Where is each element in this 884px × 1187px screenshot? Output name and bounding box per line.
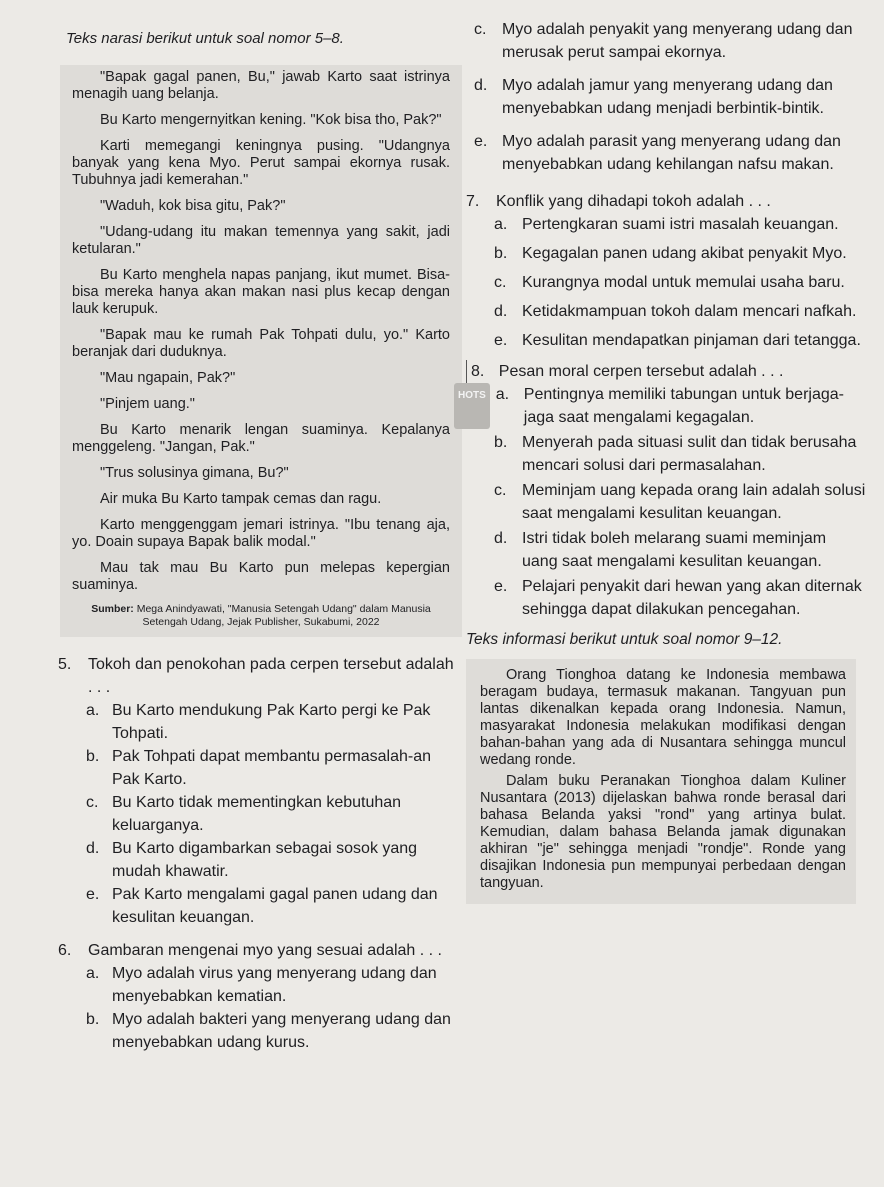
info-box: [466, 659, 856, 904]
story-paragraph: Karti memegangi keningnya pusing. "Udangnya banyak yang kena Myo. Perut sampai ekornya rusak. Tubuhnya jadi kemerahan.": [72, 138, 450, 188]
answer-option[interactable]: d. Myo adalah jamur yang menyerang udang dan menyebabkan udang menjadi berbintik-bintik.: [474, 77, 833, 117]
info-paragraph: Orang Tionghoa datang ke Indonesia membawa beragam budaya, termasuk makanan. Tangyuan pun lantas dikenalkan kepada orang Indonesia. Namun, masyarakat Indonesia melakukan modifikasi dengan bahan-bahan yang ada di Nusantara sehingga muncul wedang ronde.: [480, 667, 846, 768]
question-5: [58, 653, 460, 929]
question-number: 8.: [466, 360, 484, 383]
answer-option[interactable]: a. Bu Karto mendukung Pak Karto pergi ke Pak Tohpati.: [86, 702, 431, 742]
right-column: [458, 18, 866, 904]
answer-option[interactable]: a. Pertengkaran suami istri masalah keuangan.: [494, 216, 839, 233]
hots-badge: HOTS: [454, 383, 490, 429]
answer-option[interactable]: c. Bu Karto tidak mementingkan kebutuhan keluarganya.: [86, 794, 402, 834]
story-paragraph: Bu Karto mengernyitkan kening. "Kok bisa tho, Pak?": [100, 112, 442, 128]
story-paragraph: "Udang-udang itu makan temennya yang sakit, jadi ketularan.": [72, 224, 450, 257]
question-text: Tokoh dan penokohan pada cerpen tersebut adalah . . .: [88, 656, 454, 696]
question-number: 6.: [58, 942, 72, 959]
answer-option[interactable]: b. Pak Tohpati dapat membantu permasalah-an Pak Karto.: [86, 748, 432, 788]
question-6: [58, 939, 460, 1054]
answer-option[interactable]: HOTS a. Pentingnya memiliki tabungan untuk berjaga-jaga saat mengalami kegagalan.: [454, 383, 866, 429]
story-paragraph: "Bapak gagal panen, Bu," jawab Karto saat istrinya menagih uang belanja.: [72, 69, 450, 102]
question-text: Konflik yang dihadapi tokoh adalah . . .: [496, 193, 771, 210]
answer-option[interactable]: d. Bu Karto digambarkan sebagai sosok yang mudah khawatir.: [86, 840, 418, 880]
answer-option[interactable]: b. Kegagalan panen udang akibat penyakit Myo.: [494, 245, 847, 262]
answer-option[interactable]: d. Istri tidak boleh melarang suami meminjam uang saat mengalami kesulitan keuangan.: [494, 530, 827, 570]
story-paragraph: "Trus solusinya gimana, Bu?": [100, 465, 289, 481]
story-source: [72, 603, 450, 629]
answer-option[interactable]: b. Myo adalah bakteri yang menyerang udang dan menyebabkan udang kurus.: [86, 1011, 451, 1051]
answer-option[interactable]: a. Myo adalah virus yang menyerang udang dan menyebabkan kematian.: [86, 965, 437, 1005]
story-paragraph: Karto menggenggam jemari istrinya. "Ibu tenang aja, yo. Doain supaya Bapak balik modal.": [72, 517, 450, 550]
story-paragraph: "Mau ngapain, Pak?": [100, 370, 236, 386]
info-paragraph: Dalam buku Peranakan Tionghoa dalam Kuliner Nusantara (2013) dijelaskan bahwa ronde berasal dari bahasa Belanda yaksi "rond" yang artinya bulat. Kemudian, dalam bahasa Belanda jamak digunakan akhiran "je" sehingga menjadi "rondje". Ronde yang disajikan Indonesia pun mempunyai perbedaan dengan tangyuan.: [480, 773, 846, 891]
answer-option[interactable]: d. Ketidakmampuan tokoh dalam mencari nafkah.: [494, 303, 857, 320]
source-label: Sumber:: [91, 603, 134, 615]
info-intro: Teks informasi berikut untuk soal nomor 9–12.: [466, 631, 783, 648]
answer-option[interactable]: c. Kurangnya modal untuk memulai usaha baru.: [494, 274, 845, 291]
story-paragraph: Bu Karto menghela napas panjang, ikut mumet. Bisa-bisa mereka hanya akan makan nasi plus kecap dengan lauk kerupuk.: [72, 267, 450, 317]
question-text: Pesan moral cerpen tersebut adalah . . .: [498, 363, 784, 380]
question-number: 5.: [58, 656, 72, 673]
answer-option[interactable]: e. Pak Karto mengalami gagal panen udang dan kesulitan keuangan.: [86, 886, 438, 926]
story-box: [60, 65, 462, 637]
answer-option[interactable]: e. Pelajari penyakit dari hewan yang akan diternak sehingga dapat dilakukan pencegahan.: [494, 578, 862, 618]
question-text: Gambaran mengenai myo yang sesuai adalah . . .: [88, 942, 442, 959]
story-paragraph: Bu Karto menarik lengan suaminya. Kepalanya menggeleng. "Jangan, Pak.": [72, 422, 450, 455]
question-8: [458, 360, 866, 621]
answer-option[interactable]: e. Kesulitan mendapatkan pinjaman dari tetangga.: [494, 332, 861, 349]
story-paragraph: "Pinjem uang.": [100, 396, 195, 412]
story-intro: Teks narasi berikut untuk soal nomor 5–8.: [66, 30, 344, 47]
answer-option[interactable]: e. Myo adalah parasit yang menyerang udang dan menyebabkan udang kehilangan nafsu makan.: [474, 133, 841, 173]
question-number: 7.: [466, 193, 480, 210]
answer-option[interactable]: c. Meminjam uang kepada orang lain adalah solusi saat mengalami kesulitan keuangan.: [494, 482, 866, 522]
source-text: Mega Anindyawati, "Manusia Setengah Udang" dalam Manusia Setengah Udang, Jejak Publisher, Sukabumi, 2022: [136, 603, 431, 628]
answer-option[interactable]: c. Myo adalah penyakit yang menyerang udang dan merusak perut sampai ekornya.: [474, 21, 853, 61]
answer-option[interactable]: b. Menyerah pada situasi sulit dan tidak berusaha mencari solusi dari permasalahan.: [494, 434, 857, 474]
story-paragraph: Mau tak mau Bu Karto pun melepas kepergian suaminya.: [72, 560, 450, 593]
story-paragraph: "Bapak mau ke rumah Pak Tohpati dulu, yo." Karto beranjak dari duduknya.: [72, 327, 450, 360]
question-7: [466, 190, 866, 352]
left-column: [58, 18, 460, 1054]
story-paragraph: "Waduh, kok bisa gitu, Pak?": [100, 198, 286, 214]
story-paragraph: Air muka Bu Karto tampak cemas dan ragu.: [100, 491, 382, 507]
